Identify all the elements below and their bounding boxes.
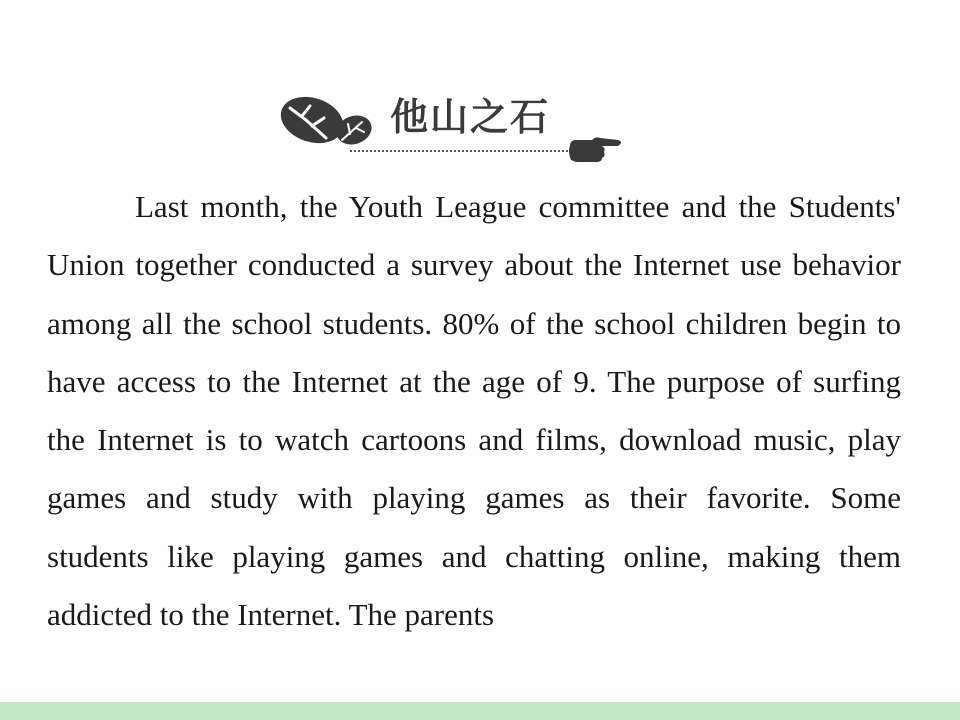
dotted-underline	[350, 150, 576, 152]
reading-passage: Last month, the Youth League committee and the Students' Union together conducted a survey about the Internet use behavior among all the school students. 80% of the school children begin to have access to the Internet at the age of 9. The purpose of surfing the Internet is to watch cartoons and films, download music, play games and study with playing games as their favorite. Some students like playing games and chatting online, making them addicted to the Internet. The parents	[47, 189, 901, 633]
pointing-hand-icon	[566, 134, 626, 164]
section-header	[276, 94, 636, 166]
leaf-icon	[276, 94, 376, 156]
section-title: 他山之石	[390, 95, 551, 139]
footer-bar	[0, 702, 960, 720]
